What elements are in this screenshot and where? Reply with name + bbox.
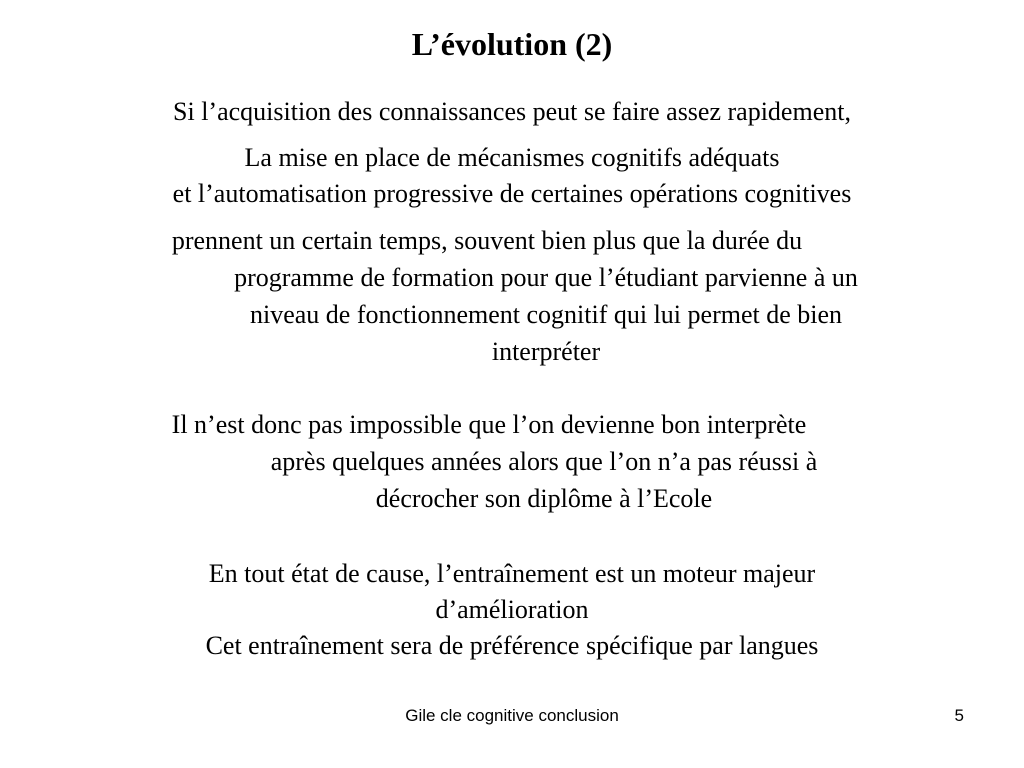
body-line: d’amélioration bbox=[435, 595, 589, 624]
body-line: En tout état de cause, l’entraînement est un moteur majeur bbox=[208, 559, 816, 588]
body-line: programme de formation pour que l’étudiant parvienne à un bbox=[234, 263, 858, 292]
body-line: prennent un certain temps, souvent bien plus que la durée du bbox=[171, 226, 803, 255]
body-line: Cet entraînement sera de préférence spécifique par langues bbox=[205, 631, 819, 660]
body-line: interpréter bbox=[491, 337, 601, 366]
body-line: décrocher son diplôme à l’Ecole bbox=[375, 484, 713, 513]
page-number: 5 bbox=[954, 706, 964, 725]
slide-title: L’évolution (2) bbox=[411, 26, 613, 62]
footer-text: Gile cle cognitive conclusion bbox=[405, 706, 619, 725]
body-line: Si l’acquisition des connaissances peut se faire assez rapidement, bbox=[173, 97, 851, 126]
body-line: La mise en place de mécanismes cognitifs adéquats bbox=[244, 143, 780, 172]
body-line: et l’automatisation progressive de certaines opérations cognitives bbox=[172, 179, 852, 208]
body-line: après quelques années alors que l’on n’a pas réussi à bbox=[270, 447, 818, 476]
body-line: niveau de fonctionnement cognitif qui lui permet de bien bbox=[249, 300, 843, 329]
body-line: Il n’est donc pas impossible que l’on devienne bon interprète bbox=[171, 410, 807, 439]
